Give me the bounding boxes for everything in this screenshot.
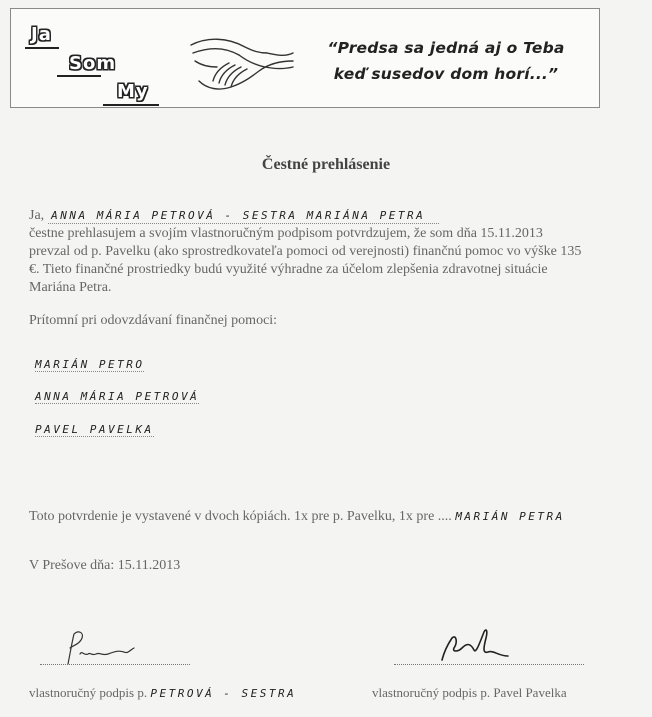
confirmation-handwritten: MARIÁN PETRA (455, 510, 565, 523)
handwritten-declarant-name: ANNA MÁRIA PETROVÁ - SESTRA MARIÁNA PETRA (48, 208, 440, 224)
signature-left-image (58, 626, 138, 666)
present-label: Prítomní pri odovzdávaní finančnej pomoci: (29, 313, 278, 328)
ja-som-my-logo (11, 9, 181, 107)
declaration-line-2: čestne prehlasujem a svojím vlastnoručným podpisom potvrdzujem, že som dňa 15.11.2013 (29, 226, 543, 241)
logo-underline (57, 75, 101, 77)
logo-underline (25, 47, 59, 49)
signature-line-left (40, 664, 190, 665)
handshake-icon (187, 31, 297, 97)
declaration-line-1 (29, 207, 589, 225)
document-title: Čestné prehlásenie (261, 156, 391, 173)
confirmation-text: Toto potvrdenie je vystavené v dvoch kópiách. 1x pre p. Pavelku, 1x pre .... (29, 509, 452, 524)
declaration-line-3: prevzal od p. Pavelku (ako sprostredkovateľa pomoci od verejnosti) finančnú pomoc vo výške 135 (29, 244, 582, 259)
motto-line-2: keď susedov dom horí...” (333, 65, 559, 83)
signature-caption-right: vlastnoručný podpis p. Pavel Pavelka (372, 685, 567, 700)
signature-right-image (436, 622, 516, 666)
header-banner (10, 8, 600, 108)
place-and-date: V Prešove dňa: 15.11.2013 (29, 558, 181, 573)
signature-line-right (394, 664, 584, 665)
motto (311, 35, 581, 87)
witness-1: MARIÁN PETRO (35, 358, 145, 371)
declaration-line-5: Mariána Petra. (29, 280, 112, 295)
logo-word-ja: Ja (31, 24, 52, 45)
signature-caption-left: vlastnoručný podpis p. PETROVÁ - SESTRA (29, 685, 297, 700)
declaration-paragraph (29, 207, 589, 297)
logo-word-my: My (117, 81, 149, 102)
logo-word-som: Som (69, 53, 117, 74)
confirmation-line (29, 508, 565, 526)
declaration-prefix: Ja, (29, 208, 45, 223)
motto-line-1: “Predsa sa jedná aj o Teba (327, 39, 565, 57)
witness-2: ANNA MÁRIA PETROVÁ (35, 390, 200, 403)
declaration-line-4: €. Tieto finančné prostriedky budú využité výhradne za účelom zlepšenia zdravotnej situácie (29, 262, 548, 277)
logo-underline (103, 104, 159, 106)
signature-caption-left-handwritten: PETROVÁ - SESTRA (150, 687, 297, 700)
witness-3: PAVEL PAVELKA (35, 423, 154, 436)
